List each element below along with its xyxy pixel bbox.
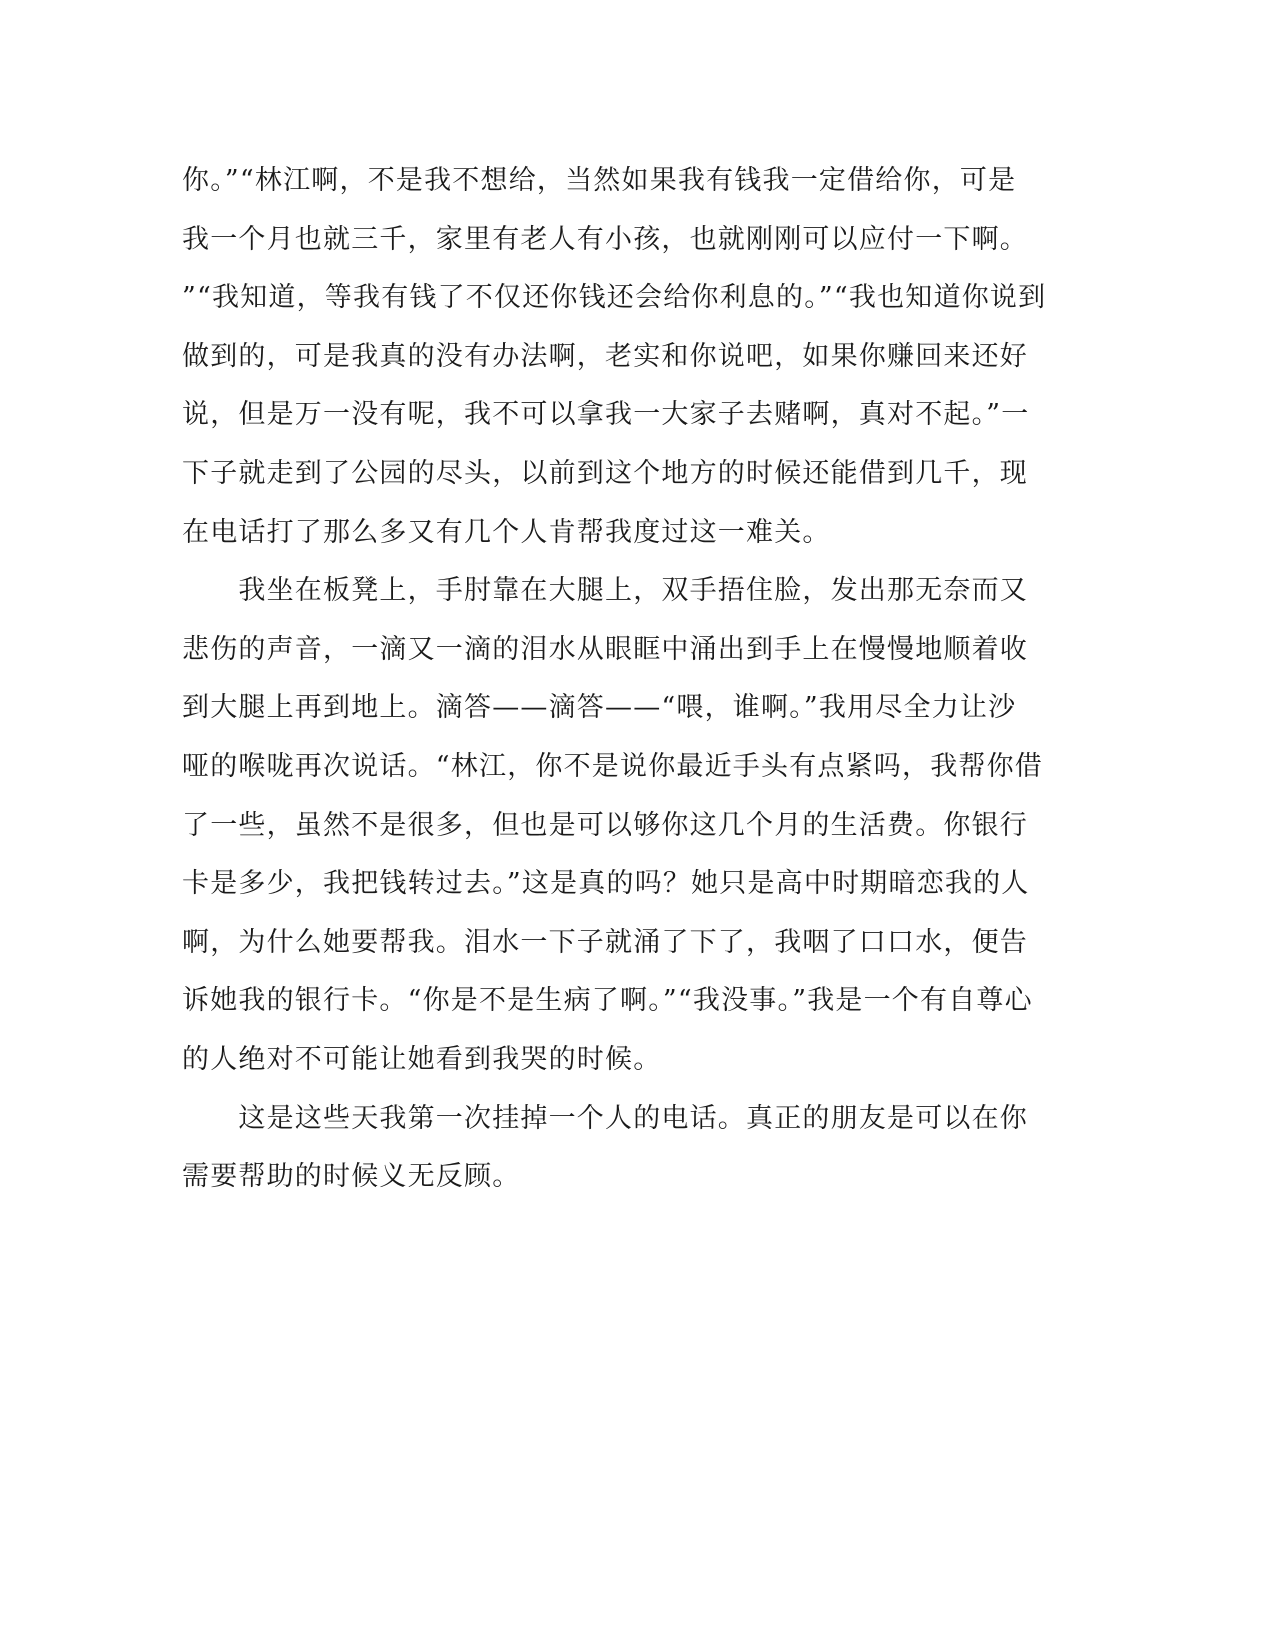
text-line: 到大腿上再到地上。滴答——滴答——“喂，谁啊。”我用尽全力让沙 — [182, 692, 1017, 724]
text-line: 你。”“林江啊，不是我不想给，当然如果我有钱我一定借给你，可是 — [182, 165, 1017, 196]
text-line: 悲伤的声音，一滴又一滴的泪水从眼眶中涌出到手上在慢慢地顺着收 — [182, 633, 1028, 665]
text-line: 在电话打了那么多又有几个人肯帮我度过这一难关。 — [182, 516, 831, 548]
text-line: 哑的喉咙再次说话。“林江，你不是说你最近手头有点紧吗，我帮你借 — [182, 750, 1044, 782]
text-line: 这是这些天我第一次挂掉一个人的电话。真正的朋友是可以在你 — [182, 1102, 1028, 1134]
text-line: 我一个月也就三千，家里有老人有小孩，也就刚刚可以应付一下啊。 — [182, 223, 1028, 255]
text-line: 了一些，虽然不是很多，但也是可以够你这几个月的生活费。你银行 — [182, 809, 1028, 841]
text-line: 卡是多少，我把钱转过去。”这是真的吗？她只是高中时期暗恋我的人 — [182, 868, 1030, 900]
text-line: 诉她我的银行卡。“你是不是生病了啊。”“我没事。”我是一个有自尊心 — [182, 985, 1033, 1017]
text-line: 啊，为什么她要帮我。泪水一下子就涌了下了，我咽了口口水，便告 — [182, 926, 1028, 958]
text-line: 需要帮助的时候义无反顾。 — [182, 1161, 521, 1193]
text-line: 做到的，可是我真的没有办法啊，老实和你说吧，如果你赚回来还好 — [182, 340, 1028, 372]
body-text — [182, 152, 1047, 1207]
text-line: ”“我知道，等我有钱了不仅还你钱还会给你利息的。”“我也知道你说到 — [182, 282, 1047, 314]
text-line: 说，但是万一没有呢，我不可以拿我一大家子去赌啊，真对不起。”一 — [182, 399, 1030, 431]
text-line: 下子就走到了公园的尽头，以前到这个地方的时候还能借到几千，现 — [182, 457, 1028, 489]
text-line: 我坐在板凳上，手肘靠在大腿上，双手捂住脸，发出那无奈而又 — [182, 575, 1028, 607]
text-line: 的人绝对不可能让她看到我哭的时候。 — [182, 1043, 662, 1075]
